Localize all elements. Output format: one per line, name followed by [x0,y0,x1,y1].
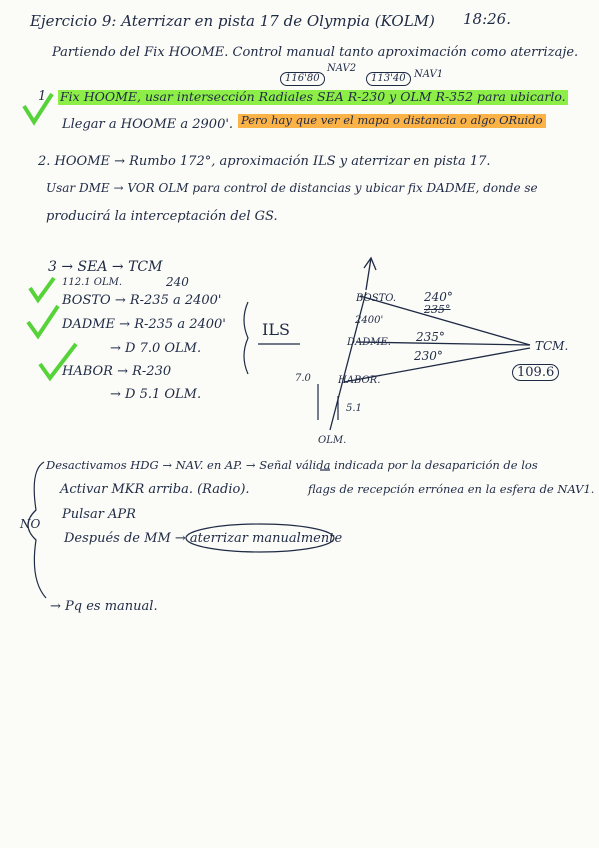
step2-line2: Usar DME → VOR OLM para control de distancias y ubicar fix DADME, donde se [46,181,538,195]
step2-line3: producirá la interceptación del GS. [46,209,278,224]
section4-line1b: flags de recepción errónea en la esfera de NAV1. [308,482,595,496]
ils-label: ILS [262,320,290,339]
section4-line2: Activar MKR arriba. (Radio). [60,482,250,497]
radial-line [344,348,530,382]
checkmark-icon [40,344,76,378]
radial-240: 240° [424,290,453,304]
radial-line [356,342,530,345]
radial-230: 230° [414,349,443,363]
diagram-habor: HABOR. [338,375,381,386]
step1-number: 1. [38,89,51,104]
step3-item-habor: HABOR → R-230 [62,364,172,379]
circled-emphasis [186,524,334,552]
step3-item-dadme: DADME → R-235 a 2400' [62,317,226,332]
final-approach-course [330,292,366,430]
section4-line1: Desactivamos HDG → NAV. en AP. → Señal válida indicada por la desaparición de los [46,458,538,472]
radial-235: 235° [416,330,445,344]
bosto-alt-correction: 240 [166,275,189,289]
step2-line1: 2. HOOME → Rumbo 172°, aproximación ILS y aterrizar en pista 17. [38,154,491,169]
nav2-label: NAV2 [327,63,357,74]
step3-item-bosto: BOSTO → R-235 a 2400' [62,293,222,308]
brace-icon [28,462,46,598]
step3-sub: 112.1 OLM. [62,277,123,288]
diagram-olm: OLM. [318,435,347,446]
diagram-dadme: DADME. [347,337,391,348]
nav2-frequency: 116'80 [280,72,325,86]
exercise-title: Ejercicio 9: Aterrizar en pista 17 de Olympia (KOLM) [30,12,435,30]
step3-item-dadme-distance: → D 7.0 OLM. [110,341,202,356]
nav1-frequency: 113'40 [366,72,411,86]
checkmark-icon [28,306,58,336]
checkmark-icon [24,94,52,122]
section4-line4: Después de MM → aterrizar manualmente [64,531,343,546]
step1-line2: Llegar a HOOME a 2900'. [62,117,234,132]
north-arrow-icon [366,258,371,290]
section4-pq: → Pq es manual. [50,599,158,614]
section4-line3: Pulsar APR [62,507,136,522]
step3-header: 3 → SEA → TCM [48,259,163,275]
diagram-frequency: 109.6 [512,364,559,381]
step3-item-habor-distance: → D 5.1 OLM. [110,387,202,402]
diagram-tcm: TCM. [535,339,569,353]
step1-line1: Fix HOOME, usar intersección Radiales SEA R-230 y OLM R-352 para ubicarlo. [60,89,566,104]
radial-line [360,296,530,345]
section4-no: NO [20,517,41,531]
step1-note: Pero hay que ver el mapa o distancia o algo ORuido [238,114,546,128]
diagram-bosto: BOSTO. [356,293,397,304]
intro-line: Partiendo del Fix HOOME. Control manual tanto aproximación como aterrizaje. [52,45,579,60]
diagram-distance-7: 7.0 [295,373,311,384]
nav1-label: NAV1 [414,69,444,80]
checkmark-icon [30,278,54,300]
diagram-distance-5: 5.1 [346,403,362,414]
brace-icon [244,302,248,374]
diagram-bosto-alt: 2400' [355,315,384,326]
time-note: 18:26. [463,10,511,28]
radial-235-struck: 235° [424,303,451,316]
